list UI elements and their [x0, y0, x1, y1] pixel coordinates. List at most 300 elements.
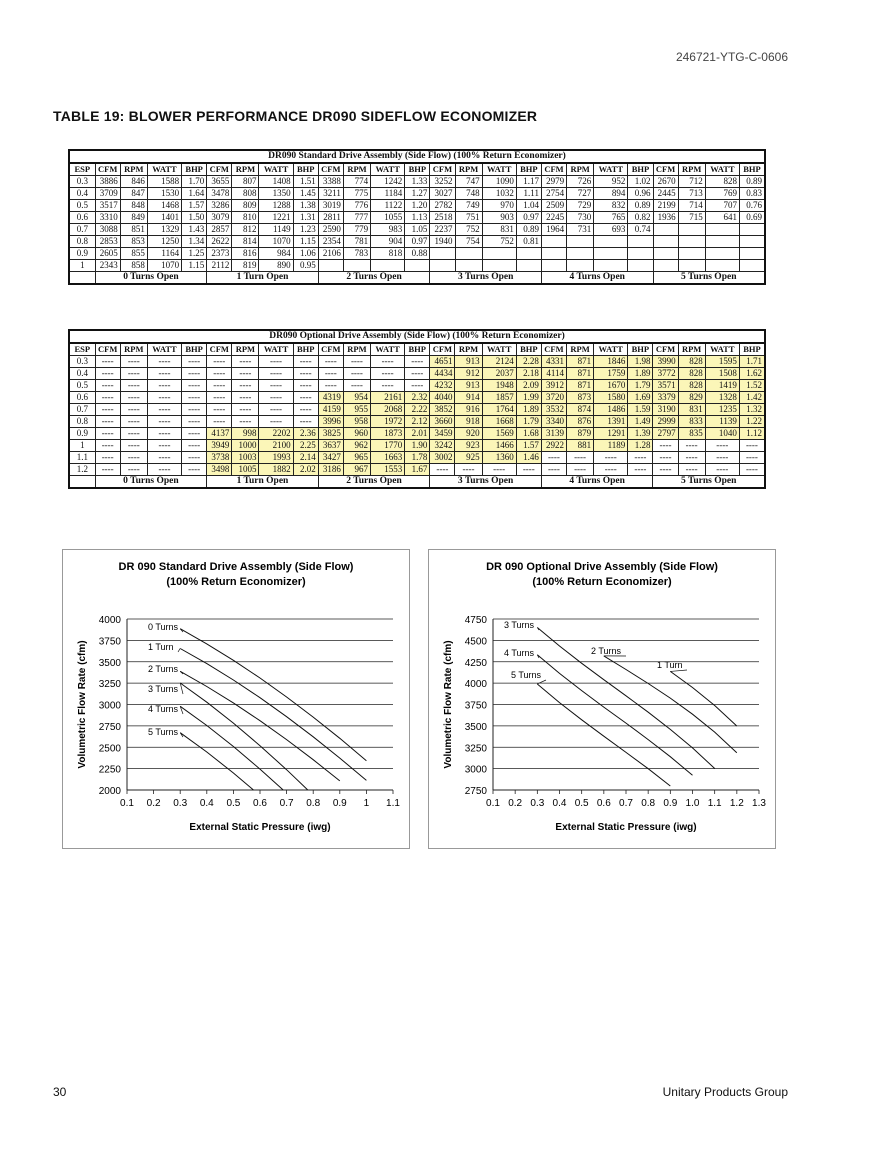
y-tick-label: 2000 [98, 786, 121, 797]
table-caption: DR090 Standard Drive Assembly (Side Flow) (100% Return Economizer) [69, 150, 765, 163]
column-header: CFM [541, 343, 566, 356]
table-cell: 1.11 [516, 188, 541, 200]
table-cell: 1.89 [516, 404, 541, 416]
table-cell: ---- [259, 392, 293, 404]
table-cell: 4040 [430, 392, 455, 404]
y-tick-label: 3500 [464, 721, 487, 733]
column-header: BHP [293, 163, 318, 176]
x-tick-label: 1.1 [386, 798, 400, 809]
table-cell: 890 [259, 260, 293, 272]
turns-label: 0 Turns Open [95, 272, 207, 285]
x-tick-label: 0.8 [641, 798, 656, 809]
table-cell: 954 [343, 392, 370, 404]
table-row [69, 392, 765, 404]
table-cell: 1.23 [293, 224, 318, 236]
page-title: TABLE 19: BLOWER PERFORMANCE DR090 SIDEFLOW ECONOMIZER [53, 108, 538, 124]
table-cell: ---- [318, 380, 343, 392]
table-cell: 1.20 [405, 200, 430, 212]
table-cell: 4434 [430, 368, 455, 380]
table-cell: 0.74 [628, 224, 653, 236]
table-cell [541, 248, 566, 260]
table-cell: 920 [455, 428, 482, 440]
x-tick-label: 0.3 [530, 798, 545, 809]
x-tick-label: 0.1 [486, 798, 500, 809]
table-cell: 1882 [259, 464, 293, 476]
table-cell: 828 [678, 380, 705, 392]
table-cell: ---- [293, 404, 318, 416]
table-cell: 3852 [430, 404, 455, 416]
table-cell: ---- [343, 368, 370, 380]
table-cell: 3738 [207, 452, 232, 464]
column-header: RPM [120, 163, 147, 176]
table-cell: 3211 [318, 188, 343, 200]
table-cell: ---- [653, 440, 678, 452]
table-cell: 2354 [318, 236, 343, 248]
table-cell: 871 [567, 356, 594, 368]
table-cell: 1.25 [182, 248, 207, 260]
table-cell: 3478 [207, 188, 232, 200]
x-tick-label: 0.9 [663, 798, 678, 809]
table-cell: 1508 [705, 368, 739, 380]
table-cell: ---- [182, 404, 207, 416]
table-cell [567, 236, 594, 248]
table-cell: ---- [95, 440, 120, 452]
table-cell: ---- [371, 380, 405, 392]
table-cell: ---- [293, 380, 318, 392]
column-header: BHP [739, 343, 765, 356]
table-cell: 1.99 [516, 392, 541, 404]
table-cell: ---- [293, 356, 318, 368]
table-cell: 4137 [207, 428, 232, 440]
table-cell: 2979 [541, 176, 566, 188]
table-cell: ---- [259, 368, 293, 380]
table-cell: 4331 [541, 356, 566, 368]
table-cell: 641 [705, 212, 739, 224]
table-cell [318, 260, 343, 272]
series-line [180, 629, 366, 761]
table-cell: 1553 [371, 464, 405, 476]
table-cell: 713 [678, 188, 705, 200]
table-cell: ---- [147, 452, 181, 464]
table-cell: 965 [343, 452, 370, 464]
turns-label: 5 Turns Open [653, 272, 765, 285]
series-leader [178, 648, 180, 652]
table-row [69, 260, 765, 272]
table-cell: 855 [120, 248, 147, 260]
table-cell [628, 248, 653, 260]
table-cell: 819 [232, 260, 259, 272]
table-cell: ---- [232, 380, 259, 392]
table-cell: 731 [567, 224, 594, 236]
turns-label: 4 Turns Open [541, 272, 653, 285]
table-cell: ---- [182, 416, 207, 428]
column-header: ESP [69, 343, 95, 356]
table-cell: 3949 [207, 440, 232, 452]
column-header: WATT [594, 163, 628, 176]
table-cell [482, 248, 516, 260]
table-cell: 3517 [95, 200, 120, 212]
table-cell: ---- [293, 368, 318, 380]
table-cell: 729 [567, 200, 594, 212]
series-label: 3 Turns [148, 684, 179, 694]
table-cell: 3388 [318, 176, 343, 188]
table-cell: 3655 [207, 176, 232, 188]
table-row [69, 356, 765, 368]
table-cell: ---- [259, 416, 293, 428]
table-cell [430, 260, 455, 272]
table-cell: ---- [232, 368, 259, 380]
table-cell [567, 260, 594, 272]
table-cell: 3571 [653, 380, 678, 392]
table-cell: 1070 [147, 260, 181, 272]
column-header: WATT [147, 163, 181, 176]
table-row [69, 404, 765, 416]
turns-label: 4 Turns Open [541, 476, 653, 489]
table-cell: 0.88 [405, 248, 430, 260]
table-cell: 918 [455, 416, 482, 428]
table-cell: ---- [120, 464, 147, 476]
series-leader [670, 670, 687, 671]
table-cell: 3310 [95, 212, 120, 224]
esp-cell: 0.9 [69, 428, 95, 440]
table-cell: 1.02 [628, 176, 653, 188]
table-cell: 983 [371, 224, 405, 236]
column-header: WATT [482, 343, 516, 356]
table-cell: 881 [567, 440, 594, 452]
table-row [69, 188, 765, 200]
table-cell: 1.45 [293, 188, 318, 200]
table-cell: 967 [343, 464, 370, 476]
table-cell: 1000 [232, 440, 259, 452]
table-cell: 0.82 [628, 212, 653, 224]
document-number: 246721-YTG-C-0606 [675, 50, 788, 64]
esp-cell: 0.6 [69, 392, 95, 404]
column-header: RPM [678, 163, 705, 176]
table-cell [653, 260, 678, 272]
table-cell: 3772 [653, 368, 678, 380]
turns-label: 5 Turns Open [653, 476, 765, 489]
table-cell: ---- [207, 392, 232, 404]
table-cell: ---- [147, 404, 181, 416]
table-cell: 1040 [705, 428, 739, 440]
table-cell: 1122 [371, 200, 405, 212]
table-cell [739, 236, 765, 248]
column-header: CFM [318, 343, 343, 356]
y-tick-label: 2750 [464, 786, 487, 797]
table-cell: ---- [628, 464, 653, 476]
table-cell: 923 [455, 440, 482, 452]
table-cell: 774 [343, 176, 370, 188]
table-cell: ---- [147, 356, 181, 368]
table-cell: ---- [371, 356, 405, 368]
table-cell: 2590 [318, 224, 343, 236]
table-cell: 783 [343, 248, 370, 260]
table-cell: 712 [678, 176, 705, 188]
table-cell: 3379 [653, 392, 678, 404]
table-cell [739, 260, 765, 272]
table-cell: 833 [678, 416, 705, 428]
y-tick-label: 4000 [98, 615, 121, 626]
table-cell: 2509 [541, 200, 566, 212]
table-cell: 2.01 [405, 428, 430, 440]
table-cell: 3498 [207, 464, 232, 476]
table-cell: 853 [120, 236, 147, 248]
column-header: RPM [455, 343, 482, 356]
y-tick-label: 4250 [464, 657, 487, 669]
table-row [69, 452, 765, 464]
table-cell: ---- [182, 428, 207, 440]
table-cell: ---- [259, 404, 293, 416]
table-cell: ---- [120, 416, 147, 428]
table-cell [371, 260, 405, 272]
table-cell: ---- [318, 368, 343, 380]
table-cell: 2.12 [405, 416, 430, 428]
table-cell: 2112 [207, 260, 232, 272]
table-row [69, 212, 765, 224]
column-header: CFM [95, 163, 120, 176]
table-row [69, 428, 765, 440]
table-cell: 0.76 [739, 200, 765, 212]
table-cell: 1.64 [182, 188, 207, 200]
table-cell: 1189 [594, 440, 628, 452]
turns-blank-cell [69, 272, 95, 285]
esp-cell: 0.5 [69, 200, 95, 212]
column-header: BHP [182, 163, 207, 176]
table-cell: 1569 [482, 428, 516, 440]
table-cell: 1070 [259, 236, 293, 248]
table-cell: 3637 [318, 440, 343, 452]
table-cell: 2.09 [516, 380, 541, 392]
table-cell: ---- [147, 368, 181, 380]
column-header: CFM [318, 163, 343, 176]
column-header: BHP [516, 343, 541, 356]
column-header: BHP [182, 343, 207, 356]
table-cell [739, 224, 765, 236]
table-cell: 1948 [482, 380, 516, 392]
table-cell: ---- [147, 440, 181, 452]
x-tick-label: 0.1 [120, 798, 134, 809]
table-cell: 1.34 [182, 236, 207, 248]
table-cell: 1391 [594, 416, 628, 428]
table-cell: 2237 [430, 224, 455, 236]
table-cell: 913 [455, 380, 482, 392]
table-cell: ---- [541, 464, 566, 476]
table-cell: 808 [232, 188, 259, 200]
x-tick-label: 1.1 [707, 798, 722, 809]
table-cell: 2853 [95, 236, 120, 248]
table-cell: 0.96 [628, 188, 653, 200]
table-cell: 3079 [207, 212, 232, 224]
table-cell: 776 [343, 200, 370, 212]
table-cell: ---- [95, 404, 120, 416]
table-cell: 871 [567, 380, 594, 392]
table-cell: ---- [182, 392, 207, 404]
esp-cell: 0.5 [69, 380, 95, 392]
series-line [180, 649, 366, 781]
table-cell: ---- [343, 380, 370, 392]
table-row [69, 200, 765, 212]
table-cell: 1055 [371, 212, 405, 224]
table-cell: ---- [594, 464, 628, 476]
table-cell: 1401 [147, 212, 181, 224]
table-cell: 1328 [705, 392, 739, 404]
x-tick-label: 0.6 [596, 798, 611, 809]
table-cell: 847 [120, 188, 147, 200]
y-tick-label: 3250 [464, 743, 487, 755]
x-tick-label: 0.5 [574, 798, 589, 809]
table-cell: 3825 [318, 428, 343, 440]
table-cell: 1595 [705, 356, 739, 368]
x-tick-label: 0.8 [306, 798, 321, 809]
table-cell: 846 [120, 176, 147, 188]
table-cell: 1.98 [628, 356, 653, 368]
table-cell [653, 236, 678, 248]
table-cell: 1.32 [739, 404, 765, 416]
chart-title: DR 090 Standard Drive Assembly (Side Flow) [118, 561, 354, 573]
series-label: 5 Turns [511, 670, 542, 680]
column-header: RPM [567, 163, 594, 176]
table-cell: 747 [455, 176, 482, 188]
esp-cell: 0.4 [69, 188, 95, 200]
company-name: Unitary Products Group [662, 1085, 788, 1099]
table-caption: DR090 Optional Drive Assembly (Side Flow) (100% Return Economizer) [69, 330, 765, 343]
table-cell: 1.17 [516, 176, 541, 188]
table-cell: ---- [594, 452, 628, 464]
table-cell: 1.04 [516, 200, 541, 212]
table-cell: ---- [739, 440, 765, 452]
table-cell: 879 [567, 428, 594, 440]
table-cell: ---- [293, 416, 318, 428]
y-tick-label: 4500 [464, 636, 487, 648]
table-cell: 2518 [430, 212, 455, 224]
table-cell: 1.28 [628, 440, 653, 452]
table-cell: 4159 [318, 404, 343, 416]
esp-cell: 0.8 [69, 236, 95, 248]
table-cell: 4232 [430, 380, 455, 392]
table-cell: ---- [482, 464, 516, 476]
table-cell: 873 [567, 392, 594, 404]
table-cell: 0.69 [739, 212, 765, 224]
table-cell: 912 [455, 368, 482, 380]
table-cell: 1235 [705, 404, 739, 416]
table-cell: 3019 [318, 200, 343, 212]
table-cell: 2199 [653, 200, 678, 212]
table-cell: 2373 [207, 248, 232, 260]
series-line [537, 684, 670, 786]
turns-label: 2 Turns Open [318, 272, 430, 285]
table-cell: 1.67 [405, 464, 430, 476]
table-cell: 1.13 [405, 212, 430, 224]
table-cell: ---- [120, 392, 147, 404]
table-cell: ---- [430, 464, 455, 476]
table-cell: 1419 [705, 380, 739, 392]
esp-cell: 0.3 [69, 176, 95, 188]
series-label: 4 Turns [504, 648, 535, 658]
table-cell: 775 [343, 188, 370, 200]
table-cell [594, 248, 628, 260]
series-label: 2 Turns [148, 664, 179, 674]
table-cell: 3660 [430, 416, 455, 428]
table-cell: 749 [455, 200, 482, 212]
table-cell [567, 248, 594, 260]
table-cell: ---- [259, 356, 293, 368]
table-cell: ---- [147, 464, 181, 476]
table-cell: ---- [567, 452, 594, 464]
table-cell: 1.78 [405, 452, 430, 464]
x-tick-label: 0.2 [146, 798, 161, 809]
table-row [69, 368, 765, 380]
table-cell: 3242 [430, 440, 455, 452]
table-cell [628, 260, 653, 272]
table-cell: 0.83 [739, 188, 765, 200]
y-tick-label: 2250 [98, 764, 121, 776]
table-cell: ---- [567, 464, 594, 476]
table-cell: 2622 [207, 236, 232, 248]
table-cell: 1.43 [182, 224, 207, 236]
table-cell: ---- [207, 404, 232, 416]
table-cell: ---- [678, 452, 705, 464]
table-cell: ---- [182, 452, 207, 464]
table-cell: 3720 [541, 392, 566, 404]
table-cell: ---- [455, 464, 482, 476]
optional-drive-chart [428, 549, 776, 849]
x-tick-label: 0.9 [332, 798, 347, 809]
table-cell: 4114 [541, 368, 566, 380]
table-row [69, 248, 765, 260]
table-cell [739, 248, 765, 260]
table-cell: ---- [120, 380, 147, 392]
series-label: 1 Turn [148, 642, 174, 652]
table-cell: 816 [232, 248, 259, 260]
x-axis-label: External Static Pressure (iwg) [555, 822, 697, 833]
series-line [670, 671, 737, 726]
y-tick-label: 4750 [464, 615, 487, 626]
table-cell: 809 [232, 200, 259, 212]
x-tick-label: 1.0 [685, 798, 700, 809]
table-cell: ---- [516, 464, 541, 476]
table-cell [516, 260, 541, 272]
table-cell: 1242 [371, 176, 405, 188]
turns-label: 3 Turns Open [430, 476, 542, 489]
esp-cell: 0.9 [69, 248, 95, 260]
table-cell: 1139 [705, 416, 739, 428]
table-cell: 835 [678, 428, 705, 440]
table-cell: 1.22 [739, 416, 765, 428]
table-cell: 904 [371, 236, 405, 248]
table-cell [705, 224, 739, 236]
table-cell: 831 [678, 404, 705, 416]
table-cell: ---- [405, 368, 430, 380]
table-cell: 871 [567, 368, 594, 380]
table-cell: 0.81 [516, 236, 541, 248]
y-tick-label: 2500 [98, 743, 121, 755]
table-cell: 984 [259, 248, 293, 260]
table-cell: 3709 [95, 188, 120, 200]
column-header: WATT [259, 343, 293, 356]
column-header: BHP [628, 163, 653, 176]
table-cell: 707 [705, 200, 739, 212]
table-cell: ---- [95, 452, 120, 464]
column-header: BHP [516, 163, 541, 176]
column-header: RPM [232, 343, 259, 356]
table-cell: 810 [232, 212, 259, 224]
table-cell [430, 248, 455, 260]
table-cell: 3532 [541, 404, 566, 416]
table-cell: ---- [371, 368, 405, 380]
table-cell: 1.33 [405, 176, 430, 188]
table-cell: ---- [541, 452, 566, 464]
table-cell: 1759 [594, 368, 628, 380]
